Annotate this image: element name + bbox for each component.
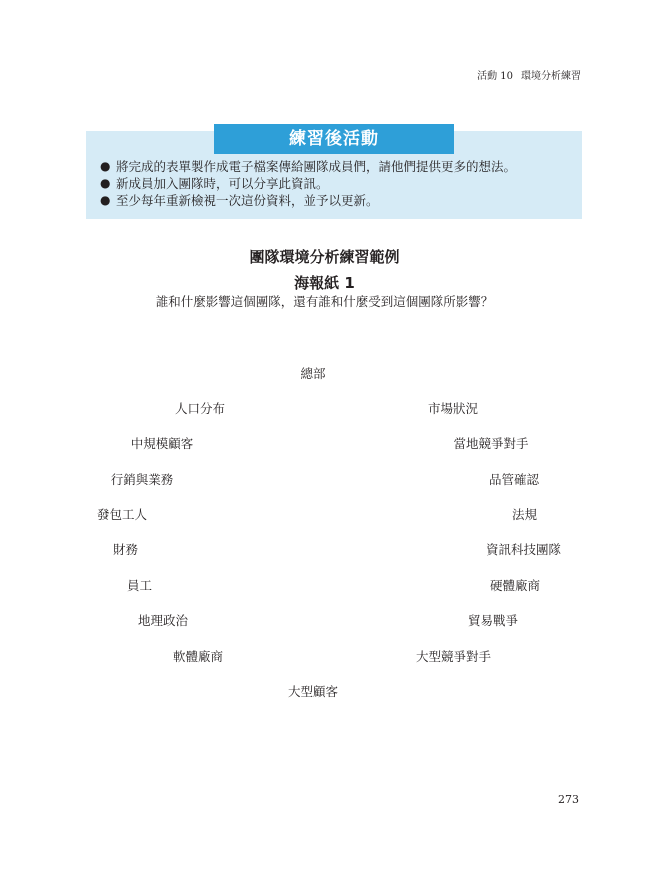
factor-right: 當地競爭對手: [453, 436, 529, 451]
running-header: [477, 67, 581, 82]
example-subtitle: 海報紙 1: [294, 274, 355, 292]
bullet-icon: ●: [100, 176, 111, 190]
list-item-text: 新成員加入團隊時，可以分享此資訊。: [116, 176, 329, 191]
factor-right: 市場狀況: [427, 401, 479, 416]
factor-left: 財務: [113, 542, 139, 557]
factor-left: 中規模顧客: [130, 436, 194, 451]
list-item: [100, 175, 516, 192]
list-item-text: 至少每年重新檢視一次這份資料，並予以更新。: [116, 193, 379, 208]
list-item-text: 將完成的表單製作成電子檔案傳給團隊成員們，請他們提供更多的想法。: [116, 159, 517, 174]
list-item: [100, 158, 516, 175]
example-title: 團隊環境分析練習範例: [249, 248, 400, 266]
factor-left: 軟體廠商: [173, 649, 224, 664]
factor-right: 硬體廠商: [489, 578, 540, 593]
factor-right: 品管確認: [488, 472, 539, 487]
list-item: [100, 192, 516, 209]
factor-left: 員工: [127, 578, 153, 593]
header-activity: 活動 10: [477, 71, 513, 82]
bullet-icon: ●: [100, 193, 111, 207]
factor-right: 大型競爭對手: [415, 649, 491, 664]
bullet-icon: ●: [100, 159, 111, 173]
header-chapter-title: 環境分析練習: [521, 71, 581, 82]
factor-right: 法規: [511, 507, 537, 522]
page-number: 273: [558, 793, 579, 806]
factor-left: 發包工人: [97, 507, 148, 522]
factor-top: 總部: [300, 366, 326, 381]
factor-right: 資訊科技團隊: [485, 542, 561, 557]
post-activity-title: 練習後活動: [214, 124, 454, 154]
factor-left: 人口分布: [174, 401, 226, 416]
post-activity-list: [100, 158, 516, 209]
factor-right: 貿易戰爭: [467, 613, 518, 628]
factor-bottom: 大型顧客: [287, 684, 339, 699]
factor-left: 行銷與業務: [110, 472, 174, 487]
factor-left: 地理政治: [138, 613, 189, 628]
example-question: 誰和什麼影響這個團隊，還有誰和什麼受到這個團隊所影響？: [155, 294, 494, 309]
